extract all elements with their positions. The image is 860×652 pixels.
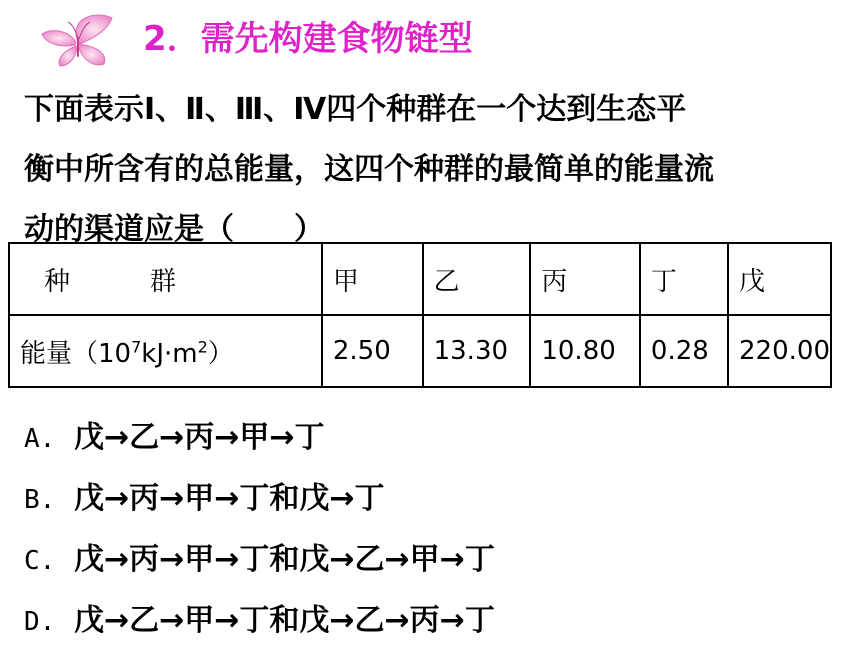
- header-cell: 丙: [530, 243, 640, 315]
- header-cell: 乙: [423, 243, 531, 315]
- option-letter: B.: [24, 485, 56, 515]
- butterfly-icon: [38, 12, 118, 70]
- option-letter: A.: [24, 424, 56, 454]
- option-b[interactable]: [24, 469, 495, 530]
- table-header-row: [9, 243, 831, 315]
- energy-label: [9, 315, 322, 387]
- option-text: 戊→丙→甲→丁和戊→丁: [74, 481, 385, 516]
- table-cell: 220.00: [728, 315, 831, 387]
- energy-label-mid: kJ·m: [141, 338, 198, 369]
- energy-label-exponent: 7: [131, 336, 142, 356]
- option-letter: C.: [24, 546, 56, 576]
- header-cell: 甲: [322, 243, 423, 315]
- table-cell: 2.50: [322, 315, 423, 387]
- header-label-right: 群: [150, 266, 177, 297]
- energy-label-exponent2: 2: [197, 336, 208, 356]
- table-row: [9, 315, 831, 387]
- table-cell: 10.80: [530, 315, 640, 387]
- header-species-label: [9, 243, 322, 315]
- option-c[interactable]: [24, 530, 495, 591]
- option-text: 戊→丙→甲→丁和戊→乙→甲→丁: [74, 542, 495, 577]
- option-text: 戊→乙→甲→丁和戊→乙→丙→丁: [74, 603, 495, 638]
- page-title: 2．需先构建食物链型: [143, 19, 473, 59]
- header-cell: 戊: [728, 243, 831, 315]
- energy-label-suffix: ）: [207, 338, 234, 369]
- energy-table: [8, 242, 832, 388]
- energy-label-prefix: 能量（10: [20, 338, 132, 369]
- option-letter: D.: [24, 607, 56, 637]
- table-cell: 13.30: [423, 315, 531, 387]
- option-d[interactable]: [24, 591, 495, 652]
- question-line: 动的渠道应是（ ）: [24, 212, 324, 247]
- answer-options: [24, 408, 495, 652]
- header-cell: 丁: [640, 243, 728, 315]
- table-cell: 0.28: [640, 315, 728, 387]
- question-line: 衡中所含有的总能量，这四个种群的最简单的能量流: [24, 152, 714, 187]
- question-line: 下面表示Ⅰ、Ⅱ、Ⅲ、Ⅳ四个种群在一个达到生态平: [24, 92, 687, 127]
- option-text: 戊→乙→丙→甲→丁: [74, 420, 325, 455]
- header-label-left: 种: [44, 266, 71, 297]
- question-text: [24, 80, 844, 260]
- option-a[interactable]: [24, 408, 495, 469]
